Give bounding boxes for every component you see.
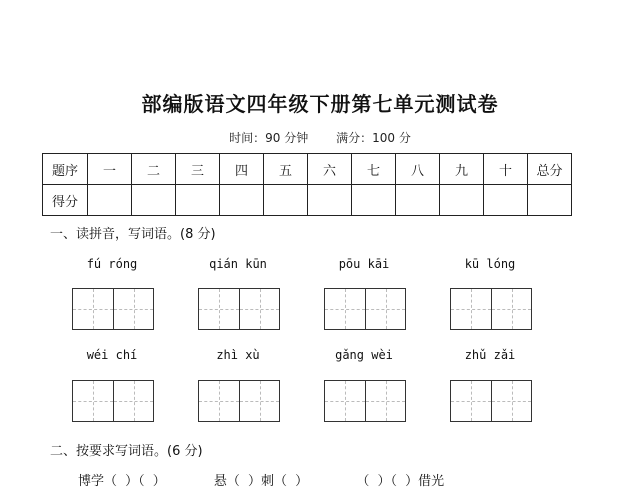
score-col-2: 二 [132, 154, 176, 185]
section-2-heading: 二、按要求写词语。(6 分) [50, 444, 203, 459]
writing-cell[interactable] [491, 289, 531, 329]
score-col-8: 八 [396, 154, 440, 185]
pinyin-label: fú róng [86, 257, 138, 271]
score-cell [88, 185, 132, 216]
score-cell [396, 185, 440, 216]
writing-cell[interactable] [325, 381, 365, 421]
writing-grid[interactable] [450, 380, 532, 422]
score-col-3: 三 [176, 154, 220, 185]
writing-grid[interactable] [324, 380, 406, 422]
writing-cell[interactable] [113, 381, 153, 421]
writing-cell[interactable] [365, 381, 405, 421]
pinyin-label: kū lóng [464, 257, 516, 271]
score-cell [132, 185, 176, 216]
score-col-9: 九 [440, 154, 484, 185]
score-table-score-row [43, 185, 572, 216]
score-cell [264, 185, 308, 216]
pinyin-label: gǎng wèi [335, 348, 393, 362]
word-fill-item[interactable]: 悬（ ）刺（ ） [213, 474, 309, 489]
writing-cell[interactable] [73, 289, 113, 329]
pinyin-label: zhǔ zǎi [464, 348, 516, 362]
writing-cell[interactable] [239, 381, 279, 421]
pinyin-label: wéi chí [86, 348, 138, 362]
score-cell [176, 185, 220, 216]
score-cell [440, 185, 484, 216]
score-cell [352, 185, 396, 216]
score-col-4: 四 [220, 154, 264, 185]
score-table-header-row [43, 154, 572, 185]
score-cell [220, 185, 264, 216]
exam-meta [0, 129, 640, 146]
writing-cell[interactable] [199, 381, 239, 421]
score-col-6: 六 [308, 154, 352, 185]
score-cell [308, 185, 352, 216]
writing-grid[interactable] [450, 288, 532, 330]
writing-cell[interactable] [113, 289, 153, 329]
word-fill-item[interactable]: （ ）（ ）借光 [356, 474, 445, 489]
exam-title: 部编版语文四年级下册第七单元测试卷 [141, 92, 499, 116]
writing-grid[interactable] [324, 288, 406, 330]
score-col-7: 七 [352, 154, 396, 185]
writing-cell[interactable] [365, 289, 405, 329]
exam-full-score: 满分：100 分 [336, 131, 411, 145]
exam-time: 时间：90 分钟 [229, 131, 309, 145]
writing-grid[interactable] [198, 288, 280, 330]
section-1-heading: 一、读拼音，写词语。(8 分) [50, 227, 216, 242]
score-col-1: 一 [88, 154, 132, 185]
pinyin-label: pōu kāi [338, 257, 390, 271]
score-col-5: 五 [264, 154, 308, 185]
writing-cell[interactable] [199, 289, 239, 329]
word-fill-item[interactable]: 博学（ ）（ ） [78, 474, 166, 489]
writing-cell[interactable] [73, 381, 113, 421]
pinyin-label: qián kūn [209, 257, 267, 271]
pinyin-label: zhì xù [216, 348, 260, 362]
score-total-label: 总分 [528, 154, 572, 185]
score-row-label: 得分 [43, 185, 88, 216]
score-table [42, 153, 572, 216]
writing-grid[interactable] [198, 380, 280, 422]
writing-grid[interactable] [72, 380, 154, 422]
score-cell-total [528, 185, 572, 216]
writing-cell[interactable] [451, 289, 491, 329]
writing-cell[interactable] [451, 381, 491, 421]
writing-grid[interactable] [72, 288, 154, 330]
score-col-10: 十 [484, 154, 528, 185]
writing-cell[interactable] [491, 381, 531, 421]
score-cell [484, 185, 528, 216]
score-header-label: 题序 [43, 154, 88, 185]
writing-cell[interactable] [325, 289, 365, 329]
writing-cell[interactable] [239, 289, 279, 329]
